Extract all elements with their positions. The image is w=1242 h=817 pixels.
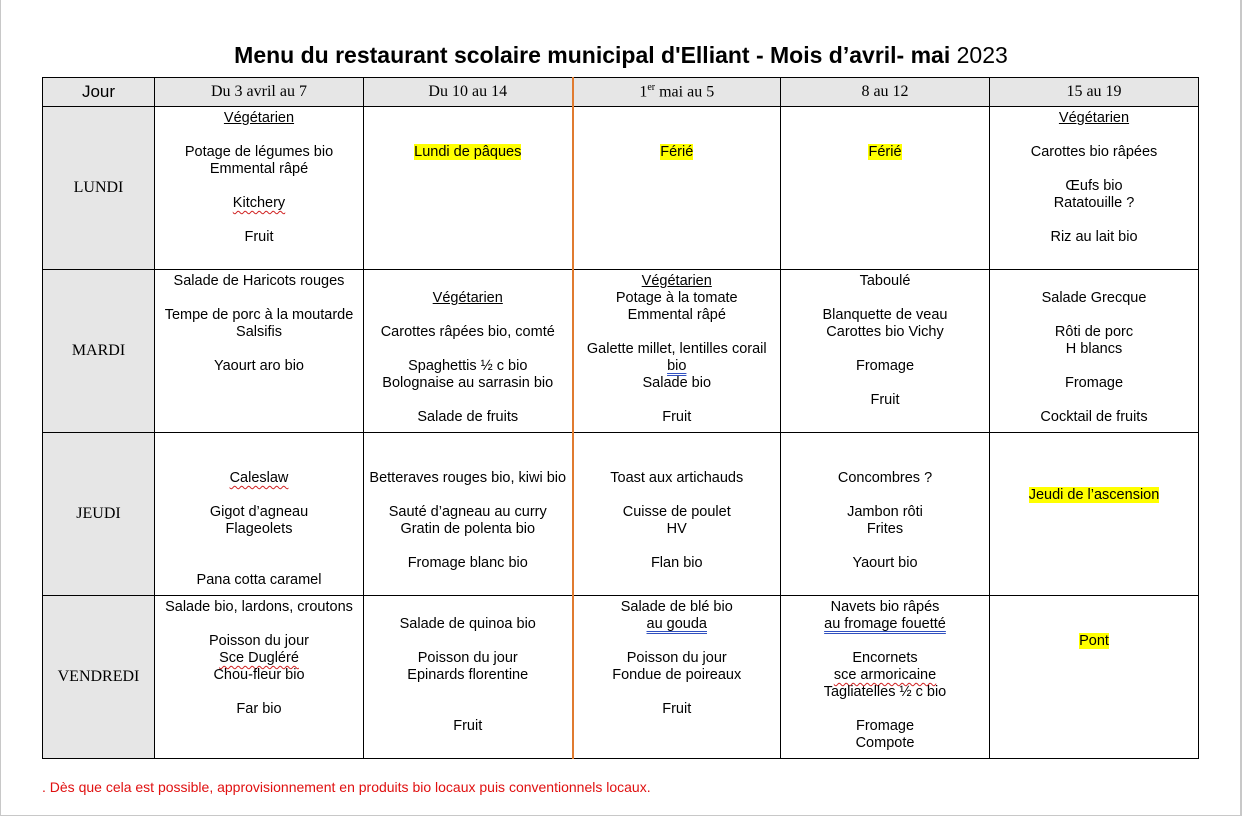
- menu-line: [364, 667, 572, 684]
- menu-line: [364, 599, 572, 616]
- menu-line: [781, 667, 989, 684]
- menu-line: [781, 273, 989, 290]
- menu-line: [574, 290, 781, 307]
- menu-line: [781, 307, 989, 324]
- menu-line-text: Pana cotta caramel: [196, 572, 322, 588]
- menu-line: [781, 110, 989, 127]
- menu-line-text: Tempe de porc à la moutarde: [164, 307, 354, 323]
- menu-line-text: Galette millet, lentilles corail: [586, 341, 767, 357]
- menu-line: [155, 212, 363, 229]
- menu-line: [155, 195, 363, 212]
- menu-line-text: Carottes bio râpées: [1030, 144, 1158, 160]
- menu-line-text: Poisson du jour: [209, 633, 309, 649]
- menu-line-text: Yaourt bio: [852, 555, 918, 571]
- menu-line: [574, 701, 781, 718]
- menu-line: [781, 616, 989, 633]
- menu-line-text: Fruit: [662, 409, 692, 425]
- menu-line: [574, 409, 781, 426]
- menu-line: [781, 599, 989, 616]
- menu-line-text: Taboulé: [859, 273, 911, 289]
- menu-line: [574, 616, 781, 633]
- menu-line: [574, 633, 781, 650]
- menu-line-text: Végétarien: [432, 290, 503, 306]
- row-vendredi: [43, 596, 1199, 759]
- menu-line: [574, 307, 781, 324]
- cell-mardi-week-2: [364, 270, 573, 433]
- menu-line: [364, 307, 572, 324]
- menu-line: [364, 684, 572, 701]
- menu-line: [574, 324, 781, 341]
- menu-line: [990, 324, 1198, 341]
- menu-line: [364, 538, 572, 555]
- menu-line: [155, 273, 363, 290]
- menu-line: [155, 487, 363, 504]
- menu-line-text: Emmental râpé: [209, 161, 309, 177]
- menu-line: [990, 453, 1198, 470]
- row-jeudi: [43, 433, 1199, 596]
- menu-line-text: Œufs bio: [1065, 178, 1123, 194]
- menu-line: [155, 633, 363, 650]
- menu-line: [781, 538, 989, 555]
- header-week-3-rest: mai au 5: [655, 83, 715, 101]
- menu-line-text: Sce Dugléré: [219, 650, 299, 666]
- cell-vendredi-week-4: [781, 596, 990, 759]
- menu-line: [781, 358, 989, 375]
- menu-line-text: Fruit: [244, 229, 274, 245]
- menu-line: [781, 392, 989, 409]
- menu-line-text: Carottes bio Vichy: [826, 324, 944, 340]
- menu-line-text: Fromage: [1064, 375, 1124, 391]
- cell-lundi-week-2: [364, 107, 573, 270]
- menu-line: [364, 555, 572, 572]
- menu-line: [781, 684, 989, 701]
- menu-line: [574, 110, 781, 127]
- menu-line: [990, 178, 1198, 195]
- menu-line-text: Gratin de polenta bio: [400, 521, 536, 537]
- menu-line-text: au gouda: [646, 616, 707, 632]
- menu-line: [155, 599, 363, 616]
- menu-line: [155, 127, 363, 144]
- menu-line: [155, 290, 363, 307]
- menu-line: [155, 521, 363, 538]
- menu-line-text: Far bio: [236, 701, 282, 717]
- menu-line: [781, 127, 989, 144]
- menu-line: [990, 487, 1198, 504]
- menu-line-text: Fromage: [855, 718, 915, 734]
- title-main: Menu du restaurant scolaire municipal d'Elliant - Mois d’avril- mai: [234, 42, 951, 68]
- menu-line: [781, 290, 989, 307]
- page-title: [0, 40, 1242, 70]
- menu-line: [364, 650, 572, 667]
- menu-line-text: Végétarien: [1058, 110, 1130, 126]
- menu-line: [990, 470, 1198, 487]
- menu-line-text: HV: [666, 521, 687, 537]
- menu-line: [990, 599, 1198, 616]
- menu-line: [781, 487, 989, 504]
- menu-line: [364, 110, 572, 127]
- menu-line: [364, 504, 572, 521]
- day-lundi: LUNDI: [43, 107, 155, 270]
- menu-line: [781, 701, 989, 718]
- menu-line: [364, 701, 572, 718]
- menu-line-text: H blancs: [1065, 341, 1123, 357]
- menu-line-text: Cuisse de poulet: [622, 504, 731, 520]
- menu-line-text: Rôti de porc: [1054, 324, 1134, 340]
- menu-line-text: Yaourt aro bio: [213, 358, 304, 374]
- menu-line-text: Salade de fruits: [417, 409, 519, 425]
- menu-line: [781, 470, 989, 487]
- cell-jeudi-week-5: [990, 433, 1199, 596]
- cell-vendredi-week-5: [990, 596, 1199, 759]
- menu-line: [155, 110, 363, 127]
- menu-line-text: Salade de quinoa bio: [399, 616, 536, 632]
- row-lundi: [43, 107, 1199, 270]
- menu-line-text: au fromage fouetté: [824, 616, 946, 632]
- menu-line-text: Concombres ?: [837, 470, 933, 486]
- menu-line: [364, 436, 572, 453]
- menu-line: [364, 375, 572, 392]
- menu-line-text: Fondue de poireaux: [612, 667, 742, 683]
- day-mardi: MARDI: [43, 270, 155, 433]
- menu-line: [781, 341, 989, 358]
- menu-line: [781, 521, 989, 538]
- menu-line: [990, 436, 1198, 453]
- menu-line: [781, 718, 989, 735]
- header-week-4: 8 au 12: [781, 78, 990, 107]
- menu-line-text: Tagliatelles ½ c bio: [823, 684, 947, 700]
- menu-line: [990, 212, 1198, 229]
- menu-line: [155, 453, 363, 470]
- menu-line: [574, 650, 781, 667]
- menu-line-text: Navets bio râpés: [830, 599, 940, 615]
- menu-line: [574, 504, 781, 521]
- menu-line-text: Gigot d’agneau: [209, 504, 309, 520]
- menu-line-text: Fromage: [855, 358, 915, 374]
- header-week-5: 15 au 19: [990, 78, 1199, 107]
- menu-line-text: Chou-fleur bio: [213, 667, 305, 683]
- menu-line: [990, 392, 1198, 409]
- menu-line: [155, 616, 363, 633]
- menu-line: [364, 144, 572, 161]
- menu-line-text: Frites: [866, 521, 904, 537]
- menu-line-text: Cocktail de fruits: [1040, 409, 1148, 425]
- menu-line-text: Salade de Haricots rouges: [173, 273, 345, 289]
- menu-line-text: Bolognaise au sarrasin bio: [382, 375, 554, 391]
- cell-mardi-week-5: [990, 270, 1199, 433]
- menu-line-text: Salade Grecque: [1041, 290, 1147, 306]
- menu-line: [781, 144, 989, 161]
- menu-line: [990, 341, 1198, 358]
- menu-table: [42, 77, 1199, 759]
- menu-line: [364, 341, 572, 358]
- cell-mardi-week-4: [781, 270, 990, 433]
- menu-line: [990, 110, 1198, 127]
- menu-line: [990, 358, 1198, 375]
- cell-lundi-week-4: [781, 107, 990, 270]
- menu-line-text: Fruit: [662, 701, 692, 717]
- menu-line-text: Emmental râpé: [627, 307, 726, 323]
- menu-line-text: Salade de blé bio: [620, 599, 733, 615]
- menu-line: [990, 229, 1198, 246]
- menu-line: [781, 324, 989, 341]
- menu-line: [364, 453, 572, 470]
- menu-line-text: Fruit: [870, 392, 900, 408]
- header-jour: Jour: [43, 78, 155, 107]
- cell-jeudi-week-1: [155, 433, 364, 596]
- menu-line: [781, 633, 989, 650]
- menu-line: [155, 307, 363, 324]
- menu-line: [781, 555, 989, 572]
- menu-line: [155, 178, 363, 195]
- menu-line: [990, 409, 1198, 426]
- menu-line-text: Salade bio: [642, 375, 712, 391]
- menu-line: [155, 701, 363, 718]
- menu-line-text: Fromage blanc bio: [407, 555, 528, 571]
- footnote: . Dès que cela est possible, approvisionnement en produits bio locaux puis conventionnels locaux.: [42, 779, 651, 795]
- row-mardi: [43, 270, 1199, 433]
- menu-line: [990, 273, 1198, 290]
- menu-line: [364, 521, 572, 538]
- header-row: [43, 78, 1199, 107]
- menu-line: [990, 144, 1198, 161]
- menu-line-text: Epinards florentine: [407, 667, 529, 683]
- menu-line: [364, 470, 572, 487]
- menu-line: [155, 504, 363, 521]
- menu-line: [155, 667, 363, 684]
- day-jeudi: JEUDI: [43, 433, 155, 596]
- menu-line: [781, 375, 989, 392]
- menu-line: [574, 392, 781, 409]
- title-year: 2023: [956, 42, 1008, 68]
- menu-line: [364, 633, 572, 650]
- menu-line-text: Férié: [660, 144, 694, 160]
- cell-jeudi-week-4: [781, 433, 990, 596]
- menu-line: [990, 290, 1198, 307]
- menu-line: [155, 161, 363, 178]
- menu-line: [574, 436, 781, 453]
- menu-line-text: Sauté d’agneau au curry: [388, 504, 547, 520]
- menu-line: [364, 290, 572, 307]
- menu-line: [364, 324, 572, 341]
- menu-line: [155, 684, 363, 701]
- menu-line: [574, 375, 781, 392]
- menu-line: [364, 127, 572, 144]
- header-week-2: Du 10 au 14: [364, 78, 573, 107]
- menu-line: [574, 144, 781, 161]
- menu-line-text: Pont: [1079, 633, 1109, 649]
- cell-vendredi-week-2: [364, 596, 573, 759]
- menu-line-text: Riz au lait bio: [1050, 229, 1138, 245]
- menu-line: [155, 538, 363, 555]
- header-week-3-num: 1: [639, 83, 648, 101]
- menu-line: [155, 144, 363, 161]
- cell-vendredi-week-3: [573, 596, 781, 759]
- menu-line: [155, 555, 363, 572]
- menu-line-text: sce armoricaine: [833, 667, 937, 683]
- menu-line: [155, 650, 363, 667]
- menu-line-text: Végétarien: [641, 273, 712, 289]
- menu-line-text: Salsifis: [236, 324, 282, 340]
- menu-line-text: Fruit: [453, 718, 483, 734]
- menu-line-text: Salade bio, lardons, croutons: [165, 599, 353, 615]
- cell-jeudi-week-2: [364, 433, 573, 596]
- menu-line-text: Betteraves rouges bio, kiwi bio: [369, 470, 567, 486]
- menu-line: [574, 273, 781, 290]
- menu-line: [574, 358, 781, 375]
- menu-line: [990, 307, 1198, 324]
- menu-line-text: Poisson du jour: [626, 650, 727, 666]
- menu-line: [364, 358, 572, 375]
- menu-line: [364, 392, 572, 409]
- menu-line: [155, 470, 363, 487]
- menu-line-text: Caleslaw: [229, 470, 289, 486]
- menu-line: [364, 487, 572, 504]
- menu-line-text: Encornets: [852, 650, 918, 666]
- menu-line: [574, 127, 781, 144]
- menu-line: [155, 324, 363, 341]
- menu-line: [781, 504, 989, 521]
- menu-line-text: Toast aux artichauds: [610, 470, 744, 486]
- menu-line-text: Ratatouille ?: [1053, 195, 1135, 211]
- menu-line-text: Lundi de pâques: [414, 144, 522, 160]
- menu-line-text: Kitchery: [232, 195, 286, 211]
- menu-line: [574, 521, 781, 538]
- menu-line-text: Compote: [855, 735, 915, 751]
- menu-line: [990, 127, 1198, 144]
- menu-line: [574, 470, 781, 487]
- menu-line-text: Flan bio: [650, 555, 703, 571]
- cell-mardi-week-3: [573, 270, 781, 433]
- menu-line-text: Végétarien: [223, 110, 295, 126]
- cell-lundi-week-5: [990, 107, 1199, 270]
- cell-vendredi-week-1: [155, 596, 364, 759]
- menu-line-text: Carottes râpées bio, comté: [380, 324, 555, 340]
- menu-line: [364, 409, 572, 426]
- menu-line: [781, 436, 989, 453]
- cell-mardi-week-1: [155, 270, 364, 433]
- menu-line: [990, 633, 1198, 650]
- menu-line: [155, 572, 363, 589]
- menu-line: [990, 375, 1198, 392]
- menu-line: [574, 487, 781, 504]
- menu-line-text: Potage à la tomate: [615, 290, 738, 306]
- menu-line: [364, 718, 572, 735]
- day-vendredi: VENDREDI: [43, 596, 155, 759]
- menu-line-text: Poisson du jour: [417, 650, 518, 666]
- header-week-1: Du 3 avril au 7: [155, 78, 364, 107]
- menu-line-text: Potage de légumes bio: [184, 144, 334, 160]
- menu-line-text: Spaghettis ½ c bio: [408, 358, 528, 374]
- menu-line: [574, 453, 781, 470]
- menu-line: [990, 616, 1198, 633]
- menu-line-text: Blanquette de veau: [822, 307, 948, 323]
- menu-line-text: Jeudi de l’ascension: [1028, 487, 1160, 503]
- menu-line: [990, 161, 1198, 178]
- menu-line-text: Férié: [868, 144, 902, 160]
- menu-line-text: Flageolets: [225, 521, 293, 537]
- menu-line-text: Jambon rôti: [847, 504, 923, 520]
- menu-line: [990, 195, 1198, 212]
- menu-line: [155, 229, 363, 246]
- cell-lundi-week-3: [573, 107, 781, 270]
- menu-line: [364, 273, 572, 290]
- menu-line: [574, 684, 781, 701]
- menu-line: [574, 538, 781, 555]
- menu-line: [155, 436, 363, 453]
- cell-jeudi-week-3: [573, 433, 781, 596]
- cell-lundi-week-1: [155, 107, 364, 270]
- menu-line: [781, 453, 989, 470]
- menu-line: [364, 616, 572, 633]
- menu-line: [155, 341, 363, 358]
- menu-line: [574, 555, 781, 572]
- menu-line: [574, 667, 781, 684]
- menu-line: [574, 599, 781, 616]
- header-week-3-sup: er: [647, 82, 656, 94]
- menu-line: [781, 735, 989, 752]
- menu-line: [574, 341, 781, 358]
- menu-line: [155, 358, 363, 375]
- menu-line-text: bio: [667, 358, 687, 374]
- header-week-3: [573, 78, 781, 107]
- menu-line: [781, 650, 989, 667]
